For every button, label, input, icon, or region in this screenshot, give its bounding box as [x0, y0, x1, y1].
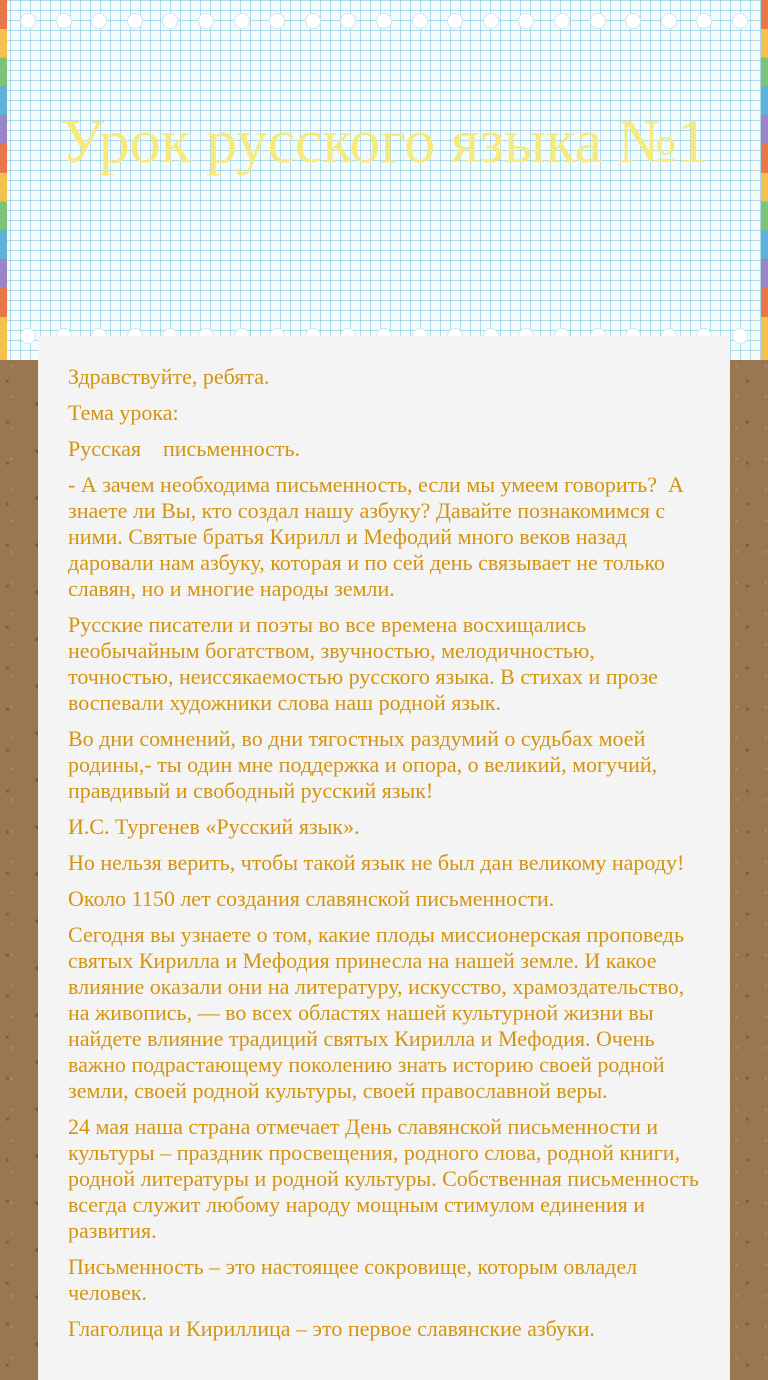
- notebook-hole: [732, 13, 748, 29]
- paragraph-treasure: Письменность – это настоящее сокровище, которым овладел человек.: [68, 1254, 643, 1305]
- paragraph-holiday: 24 мая наша страна отмечает День славянской письменности и культуры – праздник просвещения, родного слова, родной книги, родной литературы и родной культуры. Собственная письменность всегда служит любому народу мощным стимулом единения и развития.: [68, 1114, 705, 1243]
- paragraph-greeting: Здравствуйте, ребята.: [68, 364, 270, 389]
- notebook-hole: [127, 13, 143, 29]
- paragraph-topic-label: Тема урока:: [68, 400, 179, 425]
- notebook-hole: [483, 13, 499, 29]
- page-title: Урок русского языка №1: [60, 108, 708, 176]
- notebook-hole: [162, 13, 178, 29]
- paragraph-topic: Русская письменность.: [68, 436, 301, 461]
- paragraph-quote-author: И.С. Тургенев «Русский язык».: [68, 814, 360, 839]
- notebook-hole: [554, 13, 570, 29]
- notebook-hole: [447, 13, 463, 29]
- notebook-hole: [56, 13, 72, 29]
- notebook-hole: [91, 13, 107, 29]
- paragraph-writers: Русские писатели и поэты во все времена восхищались необычайным богатством, звучностью, мелодичностью, точностью, неиссякаемостью русского языка. В стихах и прозе воспевали художники слова наш родной язык.: [68, 612, 664, 715]
- paragraph-great-people: Но нельзя верить, чтобы такой язык не был дан великому народу!: [68, 850, 685, 875]
- notebook-hole: [234, 13, 250, 29]
- notebook-hole: [376, 13, 392, 29]
- notebook-hole: [661, 13, 677, 29]
- notebook-hole: [198, 13, 214, 29]
- paragraph-today: Сегодня вы узнаете о том, какие плоды миссионерская проповедь святых Кирилла и Мефодия принесла на нашей земле. И какое влияние оказали они на литературу, искусство, храмоздательство, на живопись, — во всех областях нашей культурной жизни вы найдете влияние традиций святых Кирилла и Мефодия. Очень важно подрастающему поколению знать историю своей родной земли, своей родной культуры, своей православной веры.: [68, 922, 690, 1103]
- notebook-hole: [732, 328, 748, 344]
- notebook-hole: [518, 13, 534, 29]
- decorative-stripe-right: [761, 0, 768, 360]
- decorative-stripe-left: [0, 0, 7, 360]
- notebook-holes-top: [20, 13, 748, 31]
- paragraph-years: Около 1150 лет создания славянской письменности.: [68, 886, 555, 911]
- paragraph-alphabets: Глаголица и Кириллица – это первое славянские азбуки.: [68, 1316, 595, 1341]
- notebook-hole: [305, 13, 321, 29]
- content-card: [38, 336, 730, 1380]
- header-banner: [0, 0, 768, 360]
- notebook-hole: [412, 13, 428, 29]
- notebook-hole: [269, 13, 285, 29]
- notebook-hole: [20, 13, 36, 29]
- paragraph-intro: - А зачем необходима письменность, если мы умеем говорить? А знаете ли Вы, кто создал нашу азбуку? Давайте познакомимся с ними. Святые братья Кирилл и Мефодий много веков назад даровали нам азбуку, которая и по сей день связывает не только славян, но и многие народы земли.: [68, 472, 690, 601]
- notebook-hole: [340, 13, 356, 29]
- notebook-hole: [625, 13, 641, 29]
- paragraph-quote: Во дни сомнений, во дни тягостных раздумий о судьбах моей родины,- ты один мне поддержка и опора, о великий, могучий, правдивый и свободный русский язык!: [68, 726, 663, 803]
- notebook-hole: [696, 13, 712, 29]
- notebook-hole: [590, 13, 606, 29]
- notebook-hole: [20, 328, 36, 344]
